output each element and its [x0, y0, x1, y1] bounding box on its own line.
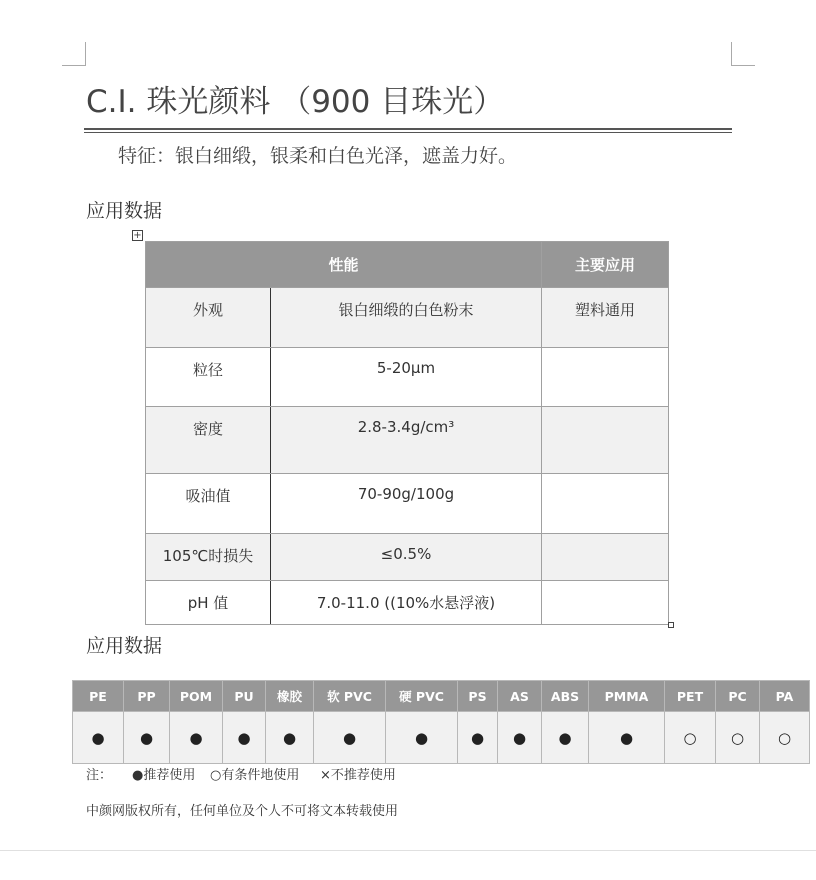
legend-recommended: ●推荐使用 [132, 768, 196, 783]
section-heading: 应用数据 [86, 635, 163, 657]
table-row [146, 288, 669, 348]
suitability-mark: ● [314, 712, 386, 764]
resin-header: PC [716, 681, 760, 712]
resin-header: PS [458, 681, 498, 712]
property-name: 外观 [146, 288, 271, 348]
resin-header: PE [73, 681, 124, 712]
suitability-mark: ● [458, 712, 498, 764]
property-application [542, 534, 669, 581]
section-heading: 应用数据 [86, 200, 163, 222]
property-value: 70-90g/100g [271, 474, 542, 534]
table-row [146, 348, 669, 407]
property-application [542, 348, 669, 407]
page-bottom-edge [0, 850, 816, 851]
page-corner-mark [85, 42, 86, 66]
resin-header: 软 PVC [314, 681, 386, 712]
title-rule [84, 128, 732, 130]
property-value: 银白细缎的白色粉末 [271, 288, 542, 348]
suitability-mark: ● [589, 712, 665, 764]
resin-header: PA [760, 681, 810, 712]
table-row [146, 581, 669, 625]
page-corner-mark [731, 42, 732, 66]
table-row [146, 407, 669, 474]
property-value: ≤0.5% [271, 534, 542, 581]
resin-header: 橡胶 [266, 681, 314, 712]
property-name: 吸油值 [146, 474, 271, 534]
suitability-mark: ● [542, 712, 589, 764]
property-name: pH 值 [146, 581, 271, 625]
suitability-mark: ● [386, 712, 458, 764]
property-name: 105℃时损失 [146, 534, 271, 581]
legend-not-recommended: ×不推荐使用 [320, 768, 396, 783]
resin-header: ABS [542, 681, 589, 712]
property-name: 粒径 [146, 348, 271, 407]
resin-header: PU [223, 681, 266, 712]
suitability-mark: ● [498, 712, 542, 764]
property-application: 塑料通用 [542, 288, 669, 348]
resin-header: PMMA [589, 681, 665, 712]
suitability-mark: ○ [665, 712, 716, 764]
suitability-mark: ● [266, 712, 314, 764]
header-performance: 性能 [146, 242, 542, 288]
resin-header: POM [170, 681, 223, 712]
suitability-mark: ○ [760, 712, 810, 764]
header-main-application: 主要应用 [542, 242, 669, 288]
property-name: 密度 [146, 407, 271, 474]
document-title: C.I. 珠光颜料 （900 目珠光） [86, 84, 505, 120]
table-row [146, 534, 669, 581]
legend-conditional: ○有条件地使用 [210, 768, 300, 783]
suitability-mark: ● [124, 712, 170, 764]
page-corner-mark [62, 65, 86, 66]
table-move-handle-icon[interactable]: + [133, 230, 142, 241]
table-resize-handle[interactable] [668, 622, 674, 628]
resin-header: PP [124, 681, 170, 712]
property-value: 2.8-3.4g/cm³ [271, 407, 542, 474]
table-row [146, 474, 669, 534]
feature-text: 特征：银白细缎，银柔和白色光泽，遮盖力好。 [118, 145, 518, 167]
copyright-notice: 中颜网版权所有，任何单位及个人不可将文本转载使用 [86, 804, 399, 819]
suitability-mark: ○ [716, 712, 760, 764]
property-application [542, 581, 669, 625]
resin-header: PET [665, 681, 716, 712]
resin-header: AS [498, 681, 542, 712]
suitability-mark: ● [223, 712, 266, 764]
property-value: 7.0-11.0 ((10%水悬浮液) [271, 581, 542, 625]
suitability-mark: ● [73, 712, 124, 764]
suitability-mark: ● [170, 712, 223, 764]
property-value: 5-20μm [271, 348, 542, 407]
property-application [542, 407, 669, 474]
legend-label: 注： [86, 768, 113, 783]
application-table [72, 680, 810, 764]
page-corner-mark [731, 65, 755, 66]
resin-header: 硬 PVC [386, 681, 458, 712]
title-rule [84, 132, 732, 133]
properties-table [145, 241, 669, 625]
property-application [542, 474, 669, 534]
